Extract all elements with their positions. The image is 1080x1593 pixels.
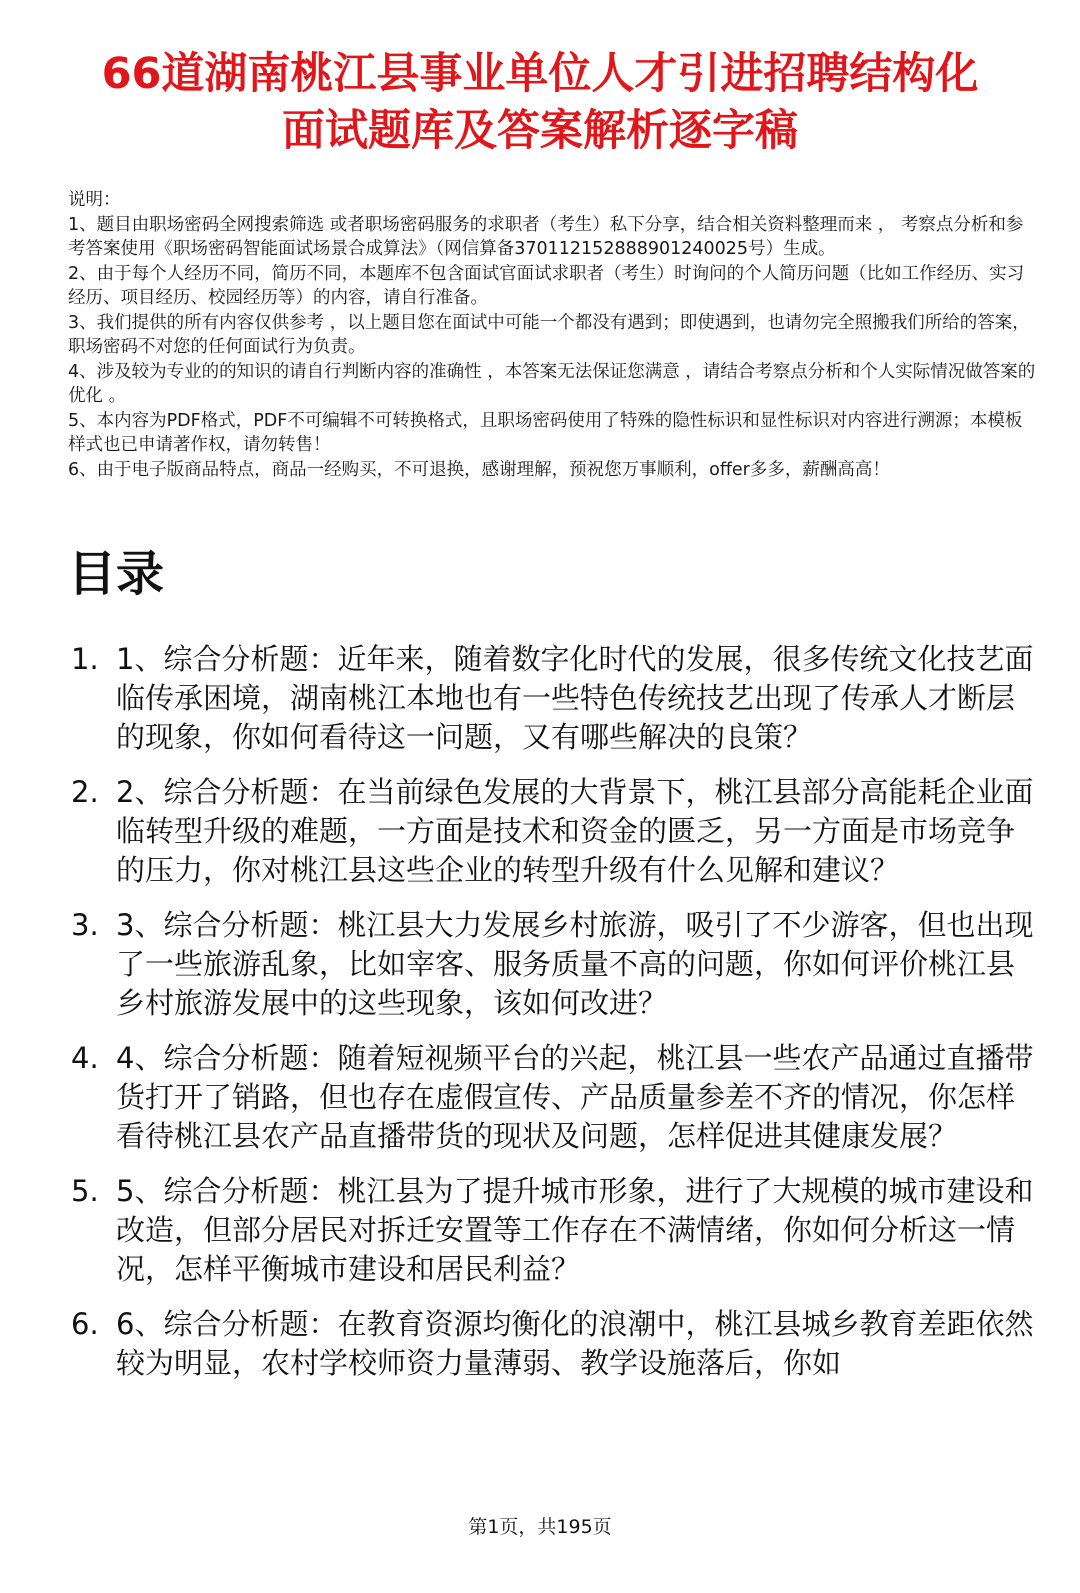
toc-item[interactable] — [68, 906, 1043, 1023]
title-line-1: 66道湖南桃江县事业单位人才引进招聘结构化 — [101, 49, 979, 99]
toc-item-text: 3、综合分析题：桃江县大力发展乡村旅游，吸引了不少游客，但也出现了一些旅游乱象，比如宰客、服务质量不高的问题，你如何评价桃江县乡村旅游发展中的这些现象，该如何改进？ — [116, 908, 1034, 1020]
toc-item-number: 5. — [71, 1174, 99, 1208]
note-item: 5、本内容为PDF格式，PDF不可编辑不可转换格式，且职场密码使用了特殊的隐性标识和显性标识对内容进行溯源；本模板样式也已申请著作权，请勿转售！ — [68, 410, 1023, 455]
toc-item-text: 1、综合分析题：近年来，随着数字化时代的发展，很多传统文化技艺面临传承困境，湖南桃江本地也有一些特色传统技艺出现了传承人才断层的现象，你如何看待这一问题，又有哪些解决的良策？ — [116, 642, 1034, 754]
note-item: 1、题目由职场密码全网搜索筛选 或者职场密码服务的求职者（考生）私下分享，结合相关资料整理而来 ， 考察点分析和参考答案使用《职场密码智能面试场景合成算法》（网信算备370112152888901240025号）生成。 — [68, 214, 1024, 259]
toc-item[interactable] — [68, 640, 1043, 757]
title-line-2: 面试题库及答案解析逐字稿 — [282, 106, 798, 156]
toc-heading: 目录 — [68, 546, 165, 602]
table-of-contents — [68, 640, 1043, 1399]
toc-item-number: 3. — [71, 908, 99, 942]
note-item: 2、由于每个人经历不同，简历不同，本题库不包含面试官面试求职者（考生）时询问的个人简历问题（比如工作经历、实习经历、项目经历、校园经历等）的内容，请自行准备。 — [68, 263, 1025, 308]
document-title — [40, 46, 1040, 160]
toc-item[interactable] — [68, 1039, 1043, 1156]
notes-heading: 说明： — [68, 190, 121, 210]
note-item: 6、由于电子版商品特点，商品一经购买，不可退换，感谢理解，预祝您万事顺利，offer多多，薪酬高高！ — [68, 459, 890, 480]
toc-item-text: 2、综合分析题：在当前绿色发展的大背景下，桃江县部分高能耗企业面临转型升级的难题，一方面是技术和资金的匮乏，另一方面是市场竞争的压力，你对桃江县这些企业的转型升级有什么见解和建议？ — [116, 775, 1034, 887]
note-item: 3、我们提供的所有内容仅供参考 ，以上题目您在面试中可能一个都没有遇到；即使遇到，也请勿完全照搬我们所给的答案，职场密码不对您的任何面试行为负责。 — [68, 312, 1030, 357]
toc-item[interactable] — [68, 1305, 1043, 1383]
notes-section — [68, 188, 1038, 482]
toc-item-number: 1. — [71, 642, 99, 676]
page-footer: 第1页，共195页 — [468, 1516, 612, 1538]
toc-item-text: 4、综合分析题：随着短视频平台的兴起，桃江县一些农产品通过直播带货打开了销路，但也存在虚假宣传、产品质量参差不齐的情况，你怎样看待桃江县农产品直播带货的现状及问题，怎样促进其健康发展？ — [116, 1041, 1034, 1153]
toc-item-text: 6、综合分析题：在教育资源均衡化的浪潮中，桃江县城乡教育差距依然较为明显，农村学校师资力量薄弱、教学设施落后，你如 — [116, 1307, 1034, 1380]
toc-item-number: 2. — [71, 775, 99, 809]
note-item: 4、涉及较为专业的的知识的请自行判断内容的准确性 ，本答案无法保证您满意 ，请结合考察点分析和个人实际情况做答案的优化 。 — [68, 361, 1036, 406]
toc-item-number: 6. — [71, 1307, 99, 1341]
toc-item[interactable] — [68, 773, 1043, 890]
toc-item-text: 5、综合分析题：桃江县为了提升城市形象，进行了大规模的城市建设和改造，但部分居民对拆迁安置等工作存在不满情绪，你如何分析这一情况，怎样平衡城市建设和居民利益？ — [116, 1174, 1034, 1286]
toc-item[interactable] — [68, 1172, 1043, 1289]
toc-item-number: 4. — [71, 1041, 99, 1075]
